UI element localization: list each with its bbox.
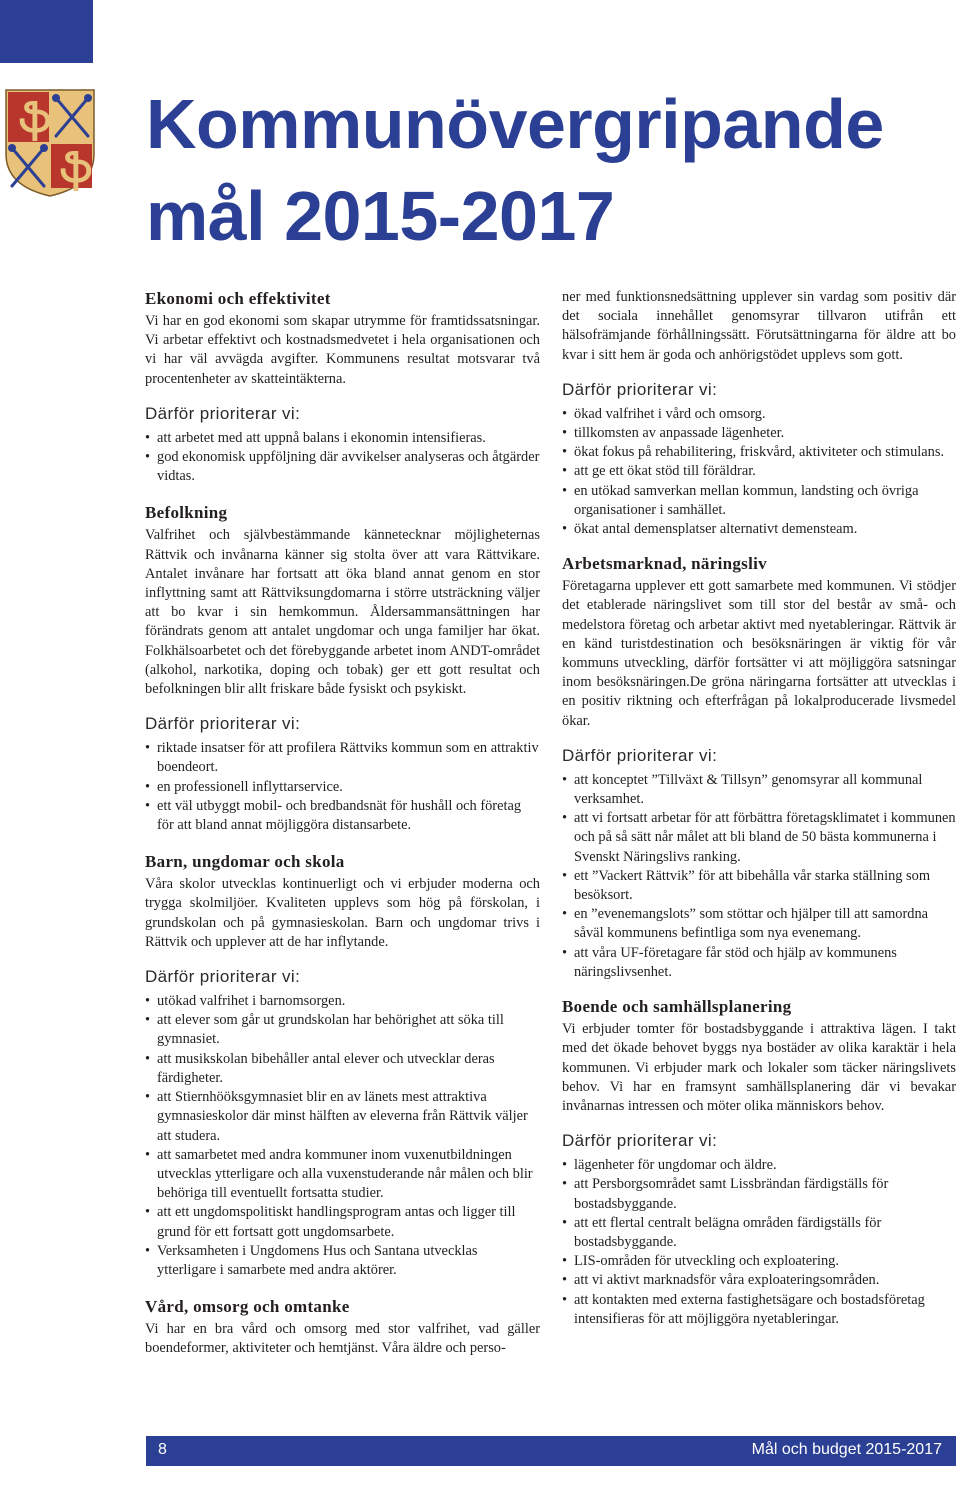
top-left-color-bar	[0, 0, 93, 63]
priority-list-item: • att arbetet med att uppnå balans i ekonomin intensifieras.	[145, 429, 540, 448]
section	[145, 851, 540, 1280]
priority-list-item: • Verksamheten i Ungdomens Hus och Santana utvecklas ytterligare i samarbete med andra aktörer.	[145, 1242, 540, 1280]
section	[145, 288, 540, 486]
priority-list	[145, 739, 540, 835]
section-heading: Vård, omsorg och omtanke	[145, 1297, 350, 1317]
section	[145, 502, 540, 835]
priority-list-item: • en professionell inflyttarservice.	[145, 778, 540, 797]
priority-list-item: • att ett flertal centralt belägna områden färdigställs för bostadsbyggande.	[562, 1214, 956, 1252]
section	[562, 553, 956, 982]
priority-list-item: • att ge ett ökat stöd till föräldrar.	[562, 462, 956, 481]
priority-list-item: • ett väl utbyggt mobil- och bredbandsnät för hushåll och företag för att bland annat möjliggöra distansarbete.	[145, 797, 540, 835]
priority-list-item: • att elever som går ut grundskolan har behörighet att söka till gymnasiet.	[145, 1011, 540, 1049]
priority-heading: Därför prioriterar vi:	[562, 745, 718, 765]
priority-list-item: • lägenheter för ungdomar och äldre.	[562, 1156, 956, 1175]
priority-list	[562, 405, 956, 539]
priority-list-item: • att våra UF-företagare får stöd och hjälp av kommunens näringslivsenhet.	[562, 944, 956, 982]
section-body: Vi har en bra vård och omsorg med stor valfrihet, vad gäller boendeformer, aktiviteter och hemtjänst. Våra äldre och perso-	[145, 1321, 540, 1357]
section-heading: Ekonomi och effektivitet	[145, 289, 331, 308]
section-heading: Befolkning	[145, 503, 228, 523]
page-title-line1: Kommunövergripande	[146, 85, 884, 163]
priority-list-item: • att vi fortsatt arbetar för att förbättra företagsklimatet i kommunen och på så sätt når målet att bli bland de 50 bästa kommunerna i Svenskt Näringslivs ranking.	[562, 809, 956, 867]
page-title	[146, 78, 946, 262]
priority-list-item: • att samarbetet med andra kommuner inom vuxenutbildningen utvecklas ytterligare och alla vuxenstuderande når målen och blir behöriga till eventuellt fortsatta studier.	[145, 1146, 540, 1204]
section-body: Valfrihet och självbestämmande kännetecknar möjligheternas Rättvik och invånarna känner sig stolta över att vara Rättvikare. Antalet invånare har fortsatt att öka bland annat genom en stor inflyttning samt att Rättviksungdomarna i större utsträckning väljer att bo kvar i sin hemkommun. Åldersammansättningen har förändrats genom att antalet ungdomar och unga familjer har ökat. Folkhälsoarbetet och det förebyggande arbetet inom ANDT-området (alkohol, narkotika, doping och tobak) ger ett gott resultat och befolkningen blir allt friskare både fysiskt och psykiskt.	[145, 527, 540, 698]
section-heading: Barn, ungdomar och skola	[145, 852, 345, 872]
priority-heading: Därför prioriterar vi:	[145, 403, 301, 423]
section-heading: Arbetsmarknad, näringsliv	[562, 554, 767, 574]
priority-list-item: • LIS-områden för utveckling och exploatering.	[562, 1252, 956, 1271]
priority-list	[562, 1156, 956, 1329]
svg-text:ֆ: ֆ	[19, 96, 52, 141]
section-body: ner med funktionsnedsättning upplever sin vardag som positiv där det sociala innehållet genomsyrar tillvaron utifrån ett hälsofrämjande förhållningssätt. Förutsättningarna för äldre att bo kvar i sitt hem är goda och anhörigstödet upplevs som gott.	[562, 289, 956, 363]
document-title: Mål och budget 2015-2017	[751, 1441, 942, 1458]
section	[562, 288, 956, 539]
left-column	[145, 288, 540, 1359]
priority-list-item: • ökad valfrihet i vård och omsorg.	[562, 405, 956, 424]
section-body: Vi erbjuder tomter för bostadsbyggande i attraktiva lägen. I takt med det ökade behovet byggs nya bostäder av olika karaktär i hela kommunen. Vi erbjuder mark och lokaler som täcker näringslivets behov. Vi har en framsynt samhällsplanering där vi bevakar invånarnas intressen och möter olika människors behov.	[562, 1021, 956, 1114]
priority-list-item: • att Stiernhööksgymnasiet blir en av länets mest attraktiva gymnasieskolor där minst hälften av eleverna från Rättvik väljer att studera.	[145, 1088, 540, 1146]
priority-list-item: • ett ”Vackert Rättvik” för att bibehålla vår starka ställning som besöksort.	[562, 867, 956, 905]
priority-heading: Därför prioriterar vi:	[145, 714, 301, 734]
priority-list-item: • att vi aktivt marknadsför våra exploateringsområden.	[562, 1271, 956, 1290]
priority-list-item: • att kontakten med externa fastighetsägare och bostadsföretag intensifieras för att möjliggöra nyetableringar.	[562, 1291, 956, 1329]
priority-heading: Därför prioriterar vi:	[562, 1131, 718, 1151]
priority-list-item: • en ”evenemangslots” som stöttar och hjälper till att samordna såväl kommunens befintliga som nya evenemang.	[562, 905, 956, 943]
priority-list	[562, 771, 956, 982]
priority-list-item: • utökad valfrihet i barnomsorgen.	[145, 992, 540, 1011]
priority-heading: Därför prioriterar vi:	[145, 967, 301, 987]
priority-list-item: • riktade insatser för att profilera Rättviks kommun som en attraktiv boendeort.	[145, 739, 540, 777]
priority-list-item: • en utökad samverkan mellan kommun, landsting och övriga organisationer i samhället.	[562, 482, 956, 520]
section-body: Företagarna upplever ett gott samarbete med kommunen. Vi stödjer det etablerade näringslivet som till stor del består av små- och medelstora företag och arbetar aktivt med nyetableringar. Rättvik är en känd turistdestination och besöksnäringen är viktig för vår kommuns utveckling, därför fortsätter vi att möjliggöra satsningar inom besöksnäringen.De gröna näringarna fortsätter att utvecklas i en positiv riktning och efterfrågan på lokalproducerade livsmedel ökar.	[562, 578, 956, 729]
priority-list-item: • god ekonomisk uppföljning där avvikelser analyseras och åtgärder vidtas.	[145, 448, 540, 486]
section-body: Vi har en god ekonomi som skapar utrymme för framtidssatsningar. Vi arbetar effektivt och kostnadsmedvetet i hela organisationen och vi har väl avvägda avgifter. Kommunens resultat motsvarar två procentenheter av skatteintäkterna.	[145, 313, 540, 387]
section	[145, 1296, 540, 1358]
right-column	[562, 288, 956, 1329]
section-body: Våra skolor utvecklas kontinuerligt och vi erbjuder moderna och trygga skolmiljöer. Kvaliteten upplevs som hög på förskolan, i grundskolan och på gymnasieskolan. Barn och ungdomar trivs i Rättvik och upplever att de har inflytande.	[145, 876, 540, 950]
priority-list-item: • att musikskolan bibehåller antal elever och utvecklar deras färdigheter.	[145, 1050, 540, 1088]
svg-text:ֆ: ֆ	[60, 146, 93, 191]
priority-list-item: • ökat antal demensplatser alternativt demensteam.	[562, 520, 956, 539]
page-title-line2: mål 2015-2017	[146, 177, 615, 255]
priority-list-item: • att Persborgsområdet samt Lissbrändan färdigställs för bostadsbyggande.	[562, 1175, 956, 1213]
priority-list	[145, 992, 540, 1280]
priority-list-item: • ökat fokus på rehabilitering, friskvård, aktiviteter och stimulans.	[562, 443, 956, 462]
priority-list-item: • att ett ungdomspolitiskt handlingsprogram antas och ligger till grund för ett fortsatt gott ungdomsarbete.	[145, 1203, 540, 1241]
priority-heading: Därför prioriterar vi:	[562, 379, 718, 399]
page-footer	[146, 1436, 956, 1466]
priority-list-item: • tillkomsten av anpassade lägenheter.	[562, 424, 956, 443]
page-number: 8	[158, 1441, 167, 1458]
priority-list	[145, 429, 540, 487]
priority-list-item: • att konceptet ”Tillväxt & Tillsyn” genomsyrar all kommunal verksamhet.	[562, 771, 956, 809]
section-heading: Boende och samhällsplanering	[562, 997, 792, 1017]
coat-of-arms-logo	[4, 86, 96, 198]
section	[562, 996, 956, 1329]
